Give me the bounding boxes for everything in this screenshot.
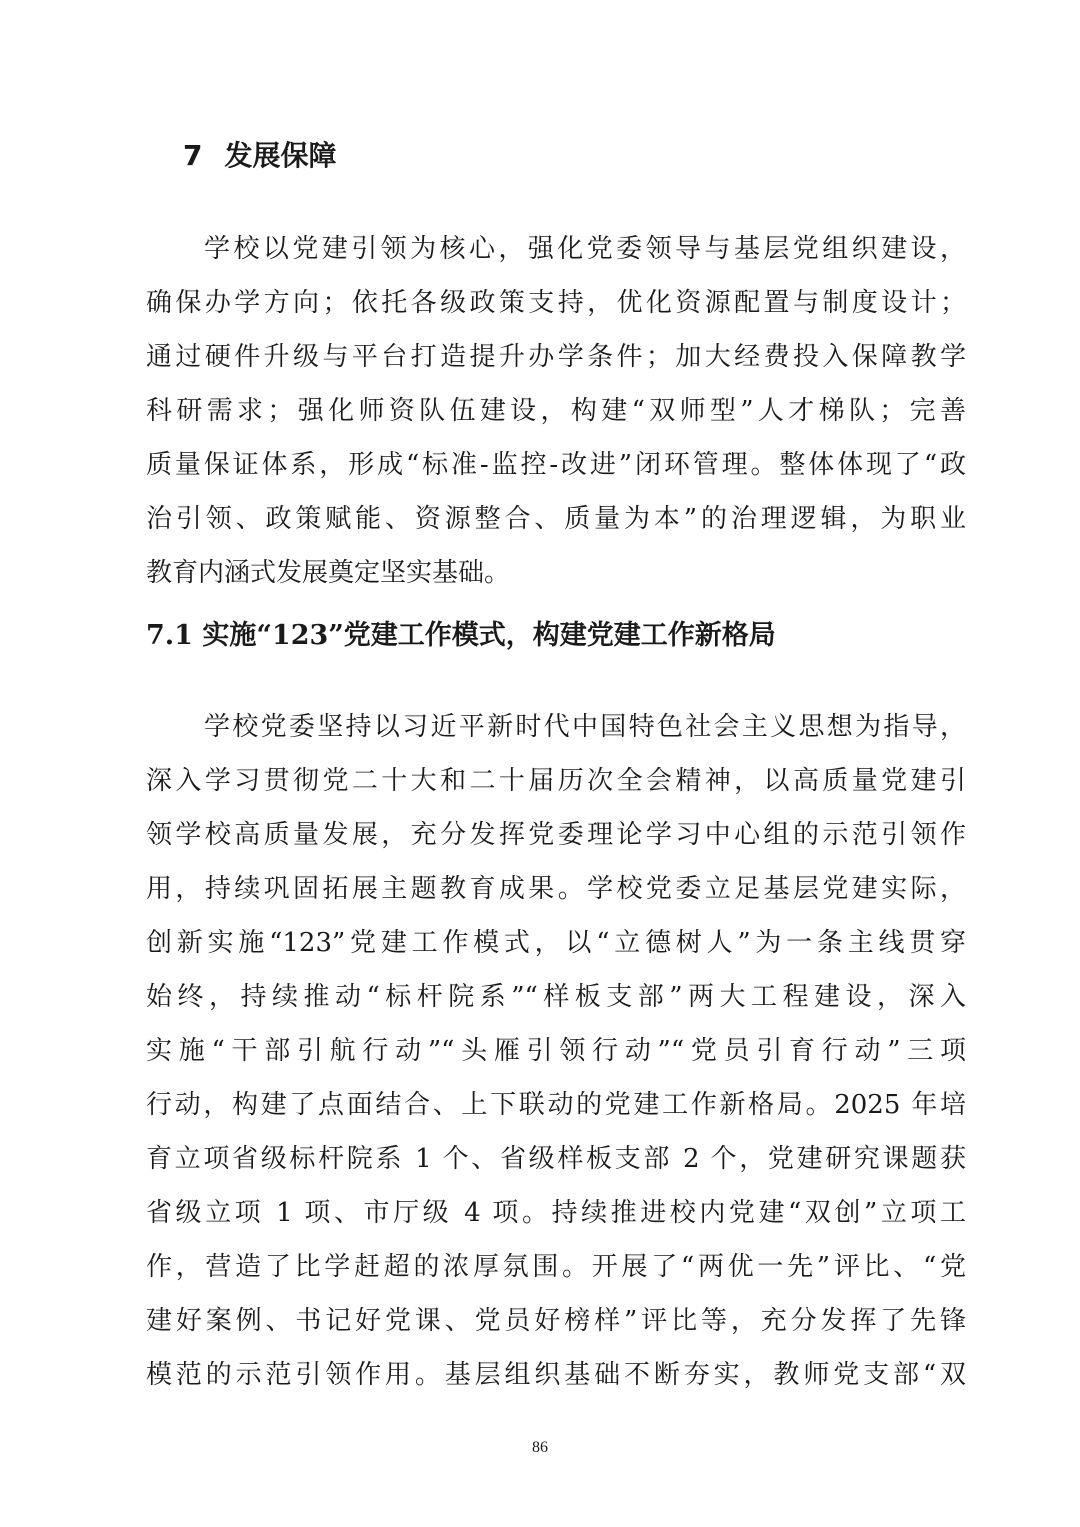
paragraph-line: 行动，构建了点面结合、上下联动的党建工作新格局。2025 年培 xyxy=(146,1090,966,1120)
paragraph-line: 始终，持续推动“标杆院系”“样板支部”两大工程建设，深入 xyxy=(146,982,966,1012)
section-number: 7 xyxy=(183,139,203,172)
paragraph-line: 通过硬件升级与平台打造提升办学条件；加大经费投入保障教学 xyxy=(146,342,966,372)
paragraph-line: 治引领、政策赋能、资源整合、质量为本”的治理逻辑，为职业 xyxy=(146,504,966,534)
paragraph-line: 用，持续巩固拓展主题教育成果。学校党委立足基层党建实际， xyxy=(146,874,966,904)
paragraph-2 xyxy=(146,700,966,1402)
paragraph-line: 模范的示范引领作用。基层组织基础不断夯实，教师党支部“双 xyxy=(146,1360,966,1390)
paragraph-line: 确保办学方向；依托各级政策支持，优化资源配置与制度设计； xyxy=(146,288,966,318)
subsection-heading: 7.1 实施“123”党建工作模式，构建党建工作新格局 xyxy=(146,620,776,651)
paragraph-line: 建好案例、书记好党课、党员好榜样”评比等，充分发挥了先锋 xyxy=(146,1306,966,1336)
paragraph-line: 学校党委坚持以习近平新时代中国特色社会主义思想为指导， xyxy=(204,712,966,742)
paragraph-line: 学校以党建引领为核心，强化党委领导与基层党组织建设， xyxy=(204,234,966,264)
paragraph-1 xyxy=(146,222,966,600)
section-heading xyxy=(183,136,337,176)
paragraph-line: 实施“干部引航行动”“头雁引领行动”“党员引育行动”三项 xyxy=(146,1036,966,1066)
paragraph-line: 科研需求；强化师资队伍建设，构建“双师型”人才梯队；完善 xyxy=(146,396,966,426)
paragraph-line: 育立项省级标杆院系 1 个、省级样板支部 2 个，党建研究课题获 xyxy=(146,1144,966,1174)
paragraph-line: 深入学习贯彻党二十大和二十届历次全会精神，以高质量党建引 xyxy=(146,766,966,796)
paragraph-line: 作，营造了比学赶超的浓厚氛围。开展了“两优一先”评比、“党 xyxy=(146,1252,966,1282)
paragraph-line: 质量保证体系，形成“标准-监控-改进”闭环管理。整体体现了“政 xyxy=(146,450,966,480)
paragraph-line: 省级立项 1 项、市厅级 4 项。持续推进校内党建“双创”立项工 xyxy=(146,1198,966,1228)
page-number: 86 xyxy=(532,1439,548,1456)
section-title: 发展保障 xyxy=(224,139,337,172)
paragraph-line: 领学校高质量发展，充分发挥党委理论学习中心组的示范引领作 xyxy=(146,820,966,850)
paragraph-line: 教育内涵式发展奠定坚实基础。 xyxy=(146,558,511,588)
paragraph-line: 创新实施“123”党建工作模式，以“立德树人”为一条主线贯穿 xyxy=(146,928,966,958)
